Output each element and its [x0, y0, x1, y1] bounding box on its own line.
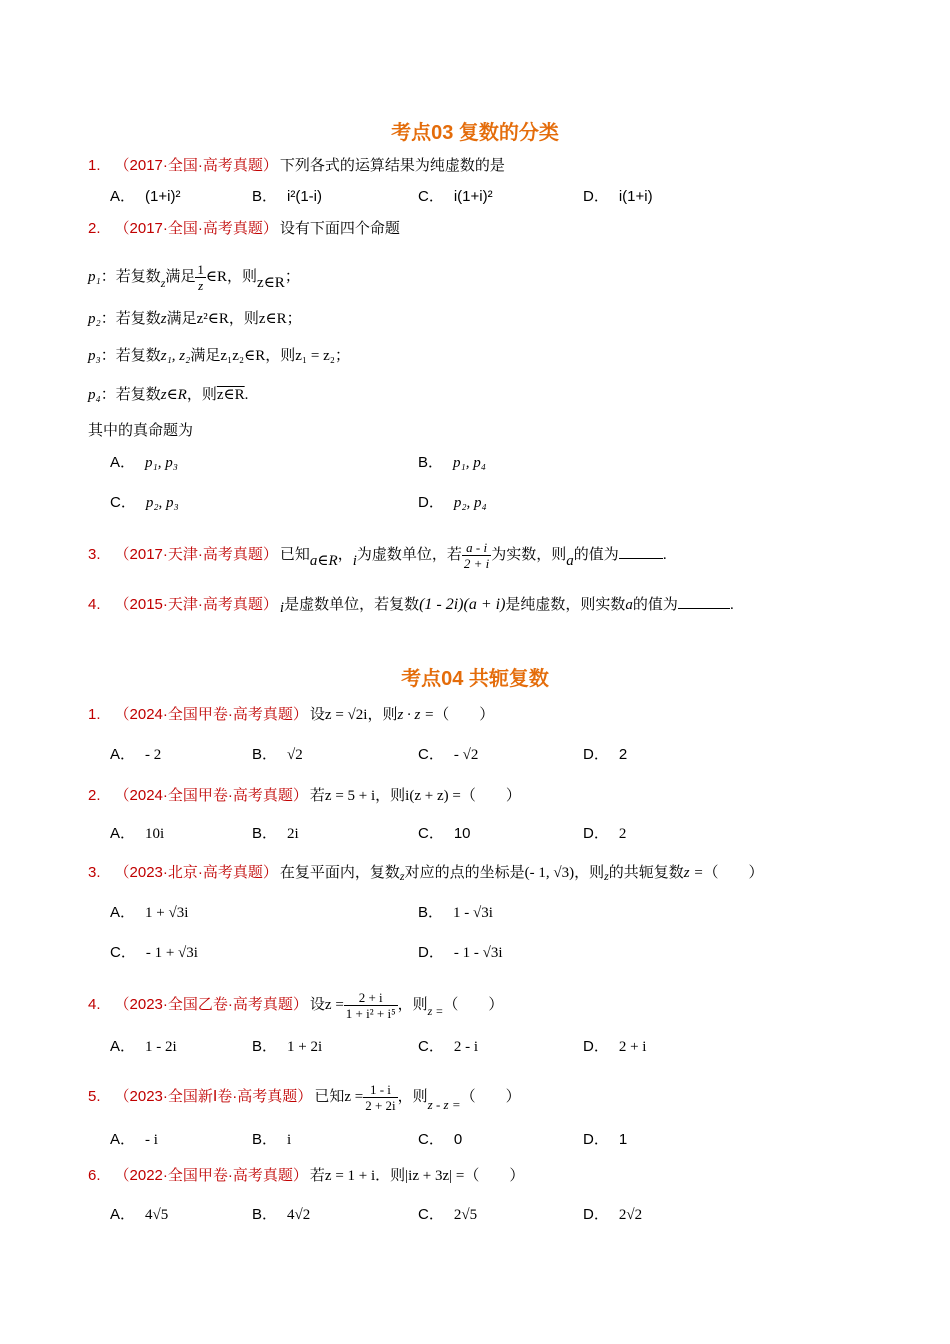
question-source: （2017·全国·高考真题）	[114, 157, 278, 174]
option-a: A． p₁, p₃	[110, 454, 178, 471]
answer-blank[interactable]	[678, 594, 730, 609]
question-source: （2017·全国·高考真题）	[114, 220, 278, 237]
proposition-p2: p₂：若复数z满足z²∈R，则z∈R；	[88, 311, 302, 327]
option-a: A． - i	[110, 1131, 158, 1148]
option-d: D． 2 + i	[583, 1038, 647, 1055]
option-a: A． - 2	[110, 746, 162, 763]
question-03-2	[88, 218, 400, 240]
option-c: C． 2 - i	[418, 1038, 479, 1055]
option-c: C． 0	[418, 1131, 463, 1148]
option-d: D． - 1 - √3i	[418, 944, 503, 961]
option-d: D． 2	[583, 825, 627, 842]
option-d: D． 2√2	[583, 1206, 643, 1223]
question-number: 2.	[88, 220, 101, 237]
option-c: C． - 1 + √3i	[110, 944, 198, 961]
question-04-3: 3. （2023·北京·高考真题） 在复平面内，复数$_z$对应的点的坐标是(- 1, √3)，则$_z$的共轭复数z =（ ）	[88, 864, 764, 883]
option-a: A． (1+i)²	[110, 188, 181, 205]
option-c: C． - √2	[418, 746, 479, 763]
proposition-p4: p₄：若复数z∈R，则z∈R.	[88, 387, 249, 403]
option-d: D． p₂, p₄	[418, 494, 487, 511]
question-stem: 下列各式的运算结果为纯虚数的是	[279, 158, 505, 174]
option-b: B． 4√2	[252, 1206, 311, 1223]
option-b: B． 2i	[252, 825, 299, 842]
option-b: B． 1 + 2i	[252, 1038, 323, 1055]
proposition-p1: p₁：若复数$_z$满足 $\frac{1}{z}$ ∈R，则z∈R；	[88, 262, 300, 293]
option-a: A． 1 + √3i	[110, 904, 189, 921]
option-a: A． 10i	[110, 825, 165, 842]
option-c: C． 2√5	[418, 1206, 478, 1223]
question-03-4: 4. （2015·天津·高考真题） i是虚数单位，若复数(1 - 2i)(a + i)是纯虚数，则实数a的值为 .	[88, 596, 734, 616]
option-b: B． p₁, p₄	[418, 454, 486, 471]
option-d: D． 1	[583, 1131, 628, 1148]
option-c: C． i(1+i)²	[418, 188, 493, 205]
question-04-6: 6. （2022·全国甲卷·高考真题） 若z = 1 + i．则|iz + 3z| =（ ）	[88, 1167, 525, 1184]
question-stem: 设有下面四个命题	[279, 221, 400, 237]
option-a: A． 4√5	[110, 1206, 169, 1223]
question-04-5: 5. （2023·全国新Ⅰ卷·高考真题） 已知z = $\frac{1 - i}{2 + 2i}$ ，则z - z =（ ）	[88, 1082, 521, 1113]
question-04-4: 4. （2023·全国乙卷·高考真题） 设z = $\frac{2 + i}{\text{1 + i² + i⁵}}$ ，则$_{z =}$（ ）	[88, 990, 504, 1021]
option-a: A． 1 - 2i	[110, 1038, 177, 1055]
question-03-1	[88, 155, 505, 177]
option-b: B． i²(1-i)	[252, 188, 323, 205]
section-title-03: 考点03 复数的分类	[391, 122, 559, 144]
option-b: B． 1 - √3i	[418, 904, 493, 921]
question-number: 1.	[88, 157, 101, 174]
option-b: B． i	[252, 1131, 292, 1148]
option-c: C． 10	[418, 825, 471, 842]
question-04-2: 2. （2024·全国甲卷·高考真题） 若z = 5 + i，则i(z + z) =（ ）	[88, 787, 521, 804]
question-tail: 其中的真命题为	[88, 423, 194, 439]
question-04-1: 1. （2024·全国甲卷·高考真题） 设z = √2i，则z · z =（ ）	[88, 706, 495, 723]
section-title-04: 考点04 共轭复数	[401, 668, 549, 690]
option-c: C． p₂, p₃	[110, 494, 179, 511]
option-b: B． √2	[252, 746, 303, 763]
option-d: D． 2	[583, 746, 628, 763]
option-d: D． i(1+i)	[583, 188, 653, 205]
proposition-p3: p₃：若复数z₁, z₂满足z₁z₂∈R，则z₁ = z₂；	[88, 348, 351, 364]
answer-blank[interactable]	[619, 544, 663, 559]
question-03-3: 3. （2017·天津·高考真题） 已知a∈R，i为虚数单位，若 $\frac{a - i}{2 + i}$ 为实数，则a的值为 .	[88, 540, 667, 571]
